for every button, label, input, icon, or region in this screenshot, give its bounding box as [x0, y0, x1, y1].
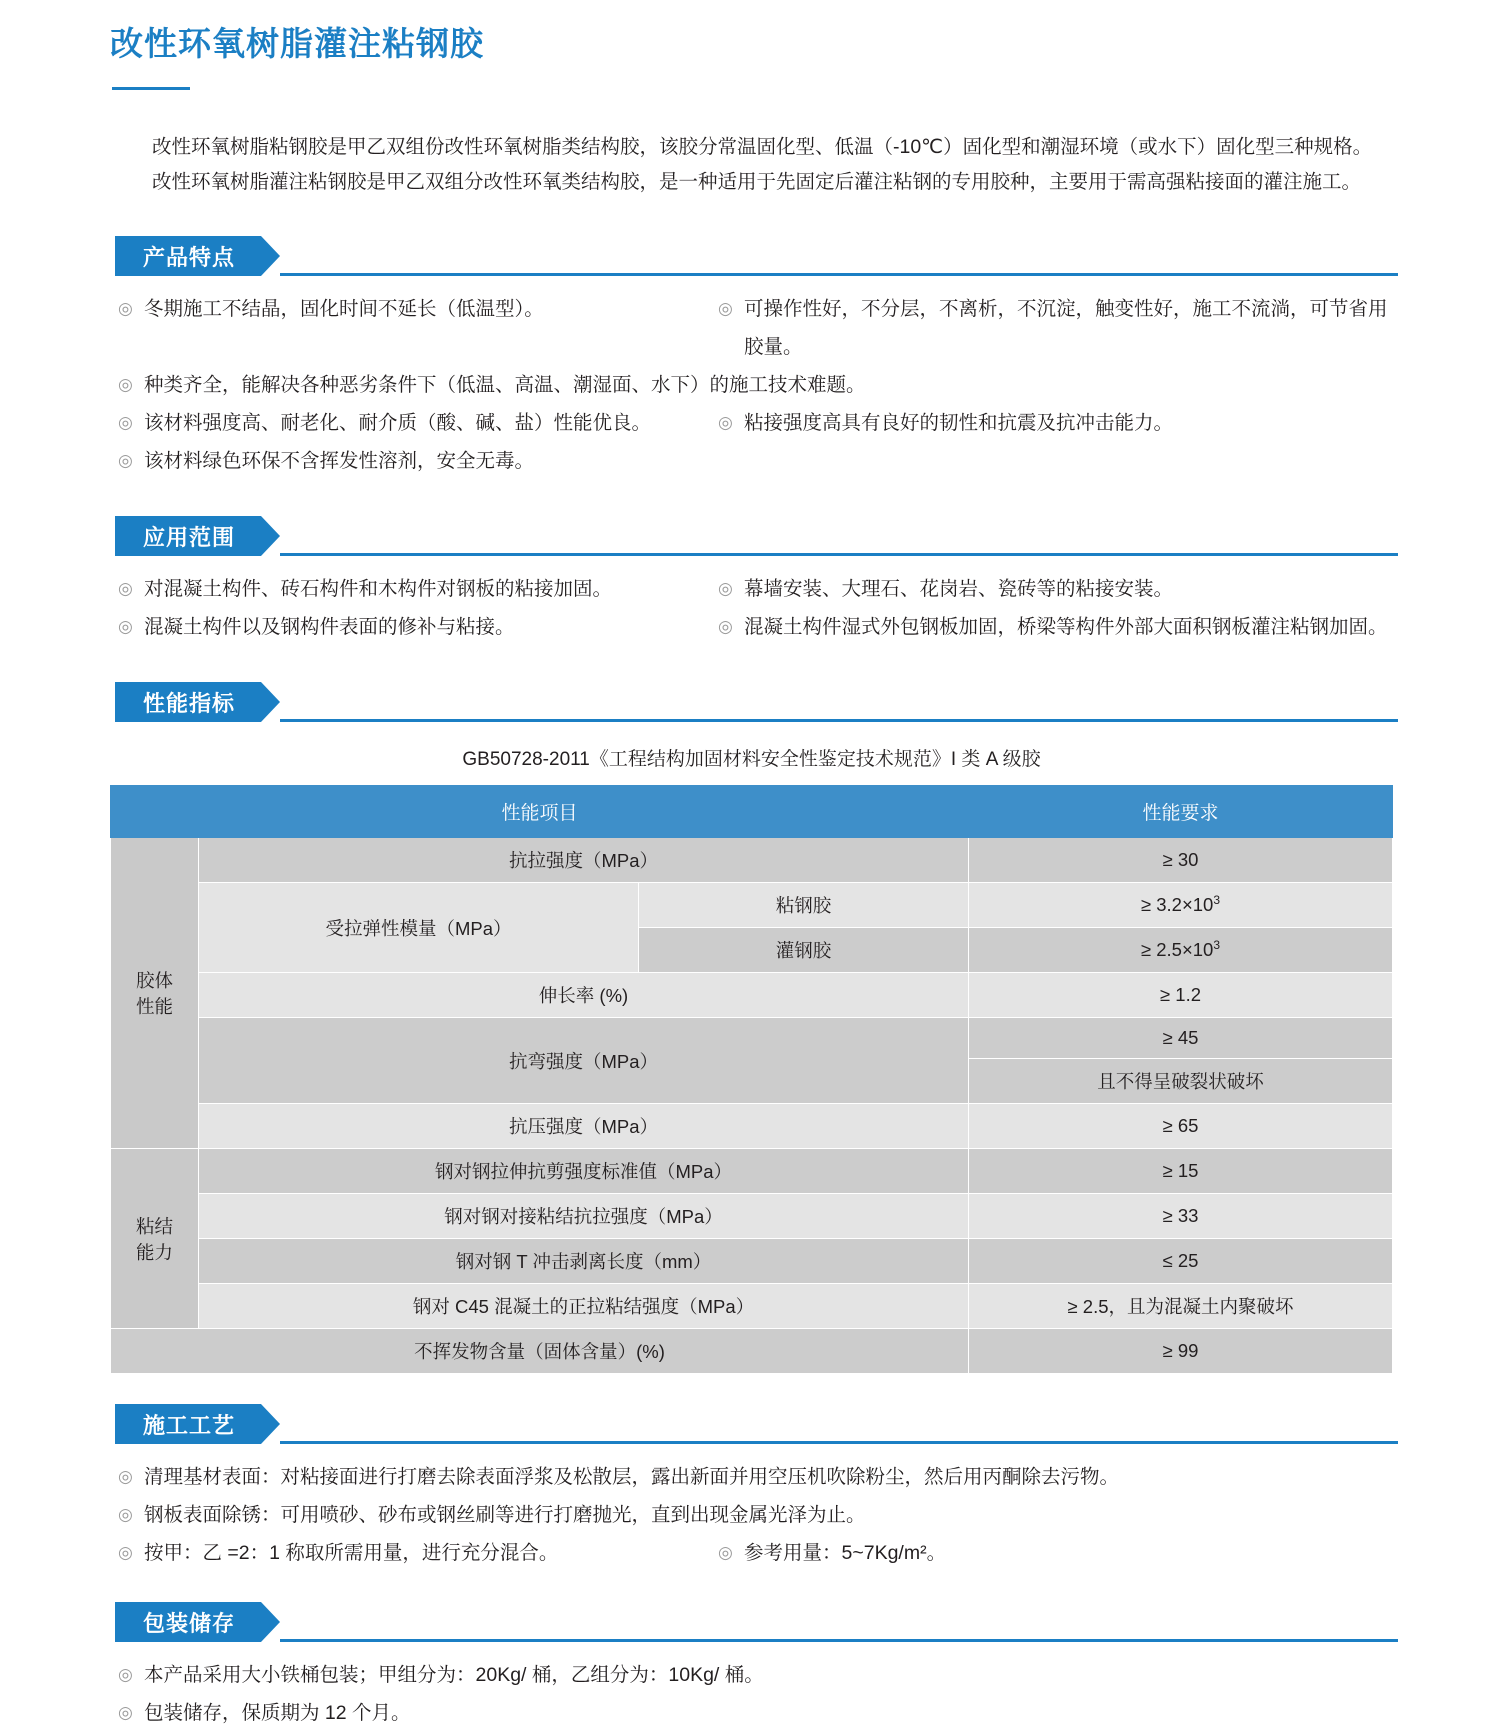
row-subitem: 灌钢胶 — [639, 928, 969, 973]
feature-text: 该材料强度高、耐老化、耐介质（酸、碱、盐）性能优良。 — [144, 412, 652, 434]
list-item — [118, 290, 1393, 366]
bullet-icon: ◎ — [118, 1703, 133, 1722]
list-item — [118, 1694, 1393, 1732]
section-rule — [280, 719, 1398, 722]
table-row — [111, 883, 1393, 928]
row-value — [969, 928, 1393, 973]
table-header-row — [111, 786, 1393, 838]
feature-item — [718, 290, 1393, 366]
bullet-icon: ◎ — [118, 1467, 133, 1486]
bullet-icon: ◎ — [118, 1505, 133, 1524]
row-value: ≥ 1.2 — [969, 973, 1393, 1018]
row-value: 且不得呈破裂状破坏 — [969, 1059, 1393, 1104]
table-row — [111, 1018, 1393, 1059]
row-value-text: ≥ 3.2×10 — [1140, 894, 1214, 916]
list-item — [118, 1496, 1393, 1534]
section-header-application — [115, 516, 1398, 556]
feature-text: 该材料绿色环保不含挥发性溶剂，安全无毒。 — [144, 450, 535, 472]
table-row — [111, 1239, 1393, 1284]
bullet-icon: ◎ — [118, 299, 133, 318]
performance-table — [110, 785, 1393, 1374]
process-text: 清理基材表面：对粘接面进行打磨去除表面浮浆及松散层，露出新面并用空压机吹除粉尘，然后用丙酮除去污物。 — [144, 1466, 1120, 1488]
table-row — [111, 838, 1393, 883]
row-subitem: 粘钢胶 — [639, 883, 969, 928]
feature-item — [118, 366, 1393, 404]
row-value-text: ≥ 2.5×10 — [1140, 939, 1214, 961]
row-value — [969, 883, 1393, 928]
bullet-icon: ◎ — [718, 299, 733, 318]
row-value: ≥ 99 — [969, 1329, 1393, 1374]
page-title: 改性环氧树脂灌注粘钢胶 — [110, 25, 484, 62]
row-value-exponent: 3 — [1213, 893, 1221, 908]
bullet-icon: ◎ — [718, 413, 733, 432]
list-item — [118, 570, 1393, 608]
application-item — [718, 570, 1393, 608]
list-item — [118, 608, 1393, 646]
bullet-icon: ◎ — [118, 617, 133, 636]
group-label-bond: 粘结 能力 — [111, 1149, 199, 1329]
row-value: ≥ 33 — [969, 1194, 1393, 1239]
bullet-icon: ◎ — [118, 413, 133, 432]
section-title-packaging: 包装储存 — [115, 1602, 261, 1642]
bullet-icon: ◎ — [118, 1665, 133, 1684]
row-item: 钢对钢拉伸抗剪强度标准值（MPa） — [199, 1149, 969, 1194]
row-item: 钢对 C45 混凝土的正拉粘结强度（MPa） — [199, 1284, 969, 1329]
column-header-requirement: 性能要求 — [969, 786, 1393, 838]
process-list — [110, 1458, 1393, 1572]
section-title-performance: 性能指标 — [115, 682, 261, 722]
section-header-features — [115, 236, 1398, 276]
process-item — [118, 1496, 1393, 1534]
table-row — [111, 1149, 1393, 1194]
row-item: 钢对钢 T 冲击剥离长度（mm） — [199, 1239, 969, 1284]
row-item: 抗拉强度（MPa） — [199, 838, 969, 883]
packaging-item — [118, 1656, 1393, 1694]
packaging-item — [118, 1694, 1393, 1732]
bullet-icon: ◎ — [718, 617, 733, 636]
table-caption: GB50728-2011《工程结构加固材料安全性鉴定技术规范》I 类 A 级胶 — [462, 749, 1041, 770]
feature-text: 种类齐全，能解决各种恶劣条件下（低温、高温、潮湿面、水下）的施工技术难题。 — [144, 374, 866, 396]
application-text: 混凝土构件湿式外包钢板加固，桥梁等构件外部大面积钢板灌注粘钢加固。 — [744, 616, 1388, 638]
row-value: ≥ 45 — [969, 1018, 1393, 1059]
section-rule — [280, 1441, 1398, 1444]
section-header-packaging — [115, 1602, 1398, 1642]
bullet-icon: ◎ — [118, 579, 133, 598]
row-value-exponent: 3 — [1213, 938, 1221, 953]
section-title-process: 施工工艺 — [115, 1404, 261, 1444]
row-item: 不挥发物含量（固体含量）(%) — [111, 1329, 969, 1374]
application-item — [718, 608, 1393, 646]
packaging-list — [110, 1656, 1393, 1732]
bullet-icon: ◎ — [118, 375, 133, 394]
intro-line-1: 改性环氧树脂粘钢胶是甲乙双组份改性环氧树脂类结构胶，该胶分常温固化型、低温（-10℃）固化型和潮湿环境（或水下）固化型三种规格。 — [152, 136, 1373, 158]
feature-text: 冬期施工不结晶，固化时间不延长（低温型）。 — [144, 298, 544, 320]
bullet-icon: ◎ — [118, 1543, 133, 1562]
feature-item — [718, 404, 1393, 442]
row-value: ≥ 15 — [969, 1149, 1393, 1194]
bullet-icon: ◎ — [718, 579, 733, 598]
table-row — [111, 1329, 1393, 1374]
list-item — [118, 442, 1393, 480]
table-row — [111, 1104, 1393, 1149]
intro-paragraphs — [110, 130, 1393, 200]
row-value: ≥ 65 — [969, 1104, 1393, 1149]
row-item: 钢对钢对接粘结抗拉强度（MPa） — [199, 1194, 969, 1239]
bullet-icon: ◎ — [718, 1543, 733, 1562]
packaging-text: 包装储存，保质期为 12 个月。 — [144, 1702, 411, 1724]
column-header-item: 性能项目 — [111, 786, 969, 838]
row-item: 抗弯强度（MPa） — [199, 1018, 969, 1104]
list-item — [118, 366, 1393, 404]
list-item — [118, 1458, 1393, 1496]
feature-item — [118, 442, 1393, 480]
row-item: 抗压强度（MPa） — [199, 1104, 969, 1149]
list-item — [118, 1534, 1393, 1572]
process-text: 参考用量：5~7Kg/m²。 — [744, 1542, 947, 1564]
feature-text: 可操作性好，不分层，不离析，不沉淀，触变性好，施工不流淌，可节省用胶量。 — [744, 298, 1388, 358]
packaging-text: 本产品采用大小铁桶包装；甲组分为：20Kg/ 桶，乙组分为：10Kg/ 桶。 — [144, 1664, 764, 1686]
section-rule — [280, 273, 1398, 276]
row-item: 伸长率 (%) — [199, 973, 969, 1018]
row-value: ≥ 30 — [969, 838, 1393, 883]
intro-line-2: 改性环氧树脂灌注粘钢胶是甲乙双组分改性环氧类结构胶，是一种适用于先固定后灌注粘钢的专用胶种，主要用于需高强粘接面的灌注施工。 — [152, 171, 1362, 193]
table-row — [111, 1194, 1393, 1239]
row-value: ≥ 2.5，且为混凝土内聚破坏 — [969, 1284, 1393, 1329]
process-text: 按甲：乙 =2：1 称取所需用量，进行充分混合。 — [144, 1542, 559, 1564]
features-list — [110, 290, 1393, 480]
application-item — [118, 608, 718, 646]
process-item — [118, 1458, 1393, 1496]
group-label-body: 胶体 性能 — [111, 838, 199, 1149]
section-header-performance — [115, 682, 1398, 722]
row-value: ≤ 25 — [969, 1239, 1393, 1284]
application-text: 幕墙安装、大理石、花岗岩、瓷砖等的粘接安装。 — [744, 578, 1174, 600]
application-text: 对混凝土构件、砖石构件和木构件对钢板的粘接加固。 — [144, 578, 613, 600]
feature-text: 粘接强度高具有良好的韧性和抗震及抗冲击能力。 — [744, 412, 1174, 434]
section-title-features: 产品特点 — [115, 236, 261, 276]
bullet-icon: ◎ — [118, 451, 133, 470]
row-item: 受拉弹性模量（MPa） — [199, 883, 639, 973]
section-title-application: 应用范围 — [115, 516, 261, 556]
feature-item — [118, 290, 718, 366]
application-item — [118, 570, 718, 608]
section-rule — [280, 1639, 1398, 1642]
process-text: 钢板表面除锈：可用喷砂、砂布或钢丝刷等进行打磨抛光，直到出现金属光泽为止。 — [144, 1504, 866, 1526]
table-row — [111, 1284, 1393, 1329]
feature-item — [118, 404, 718, 442]
application-list — [110, 570, 1393, 646]
section-rule — [280, 553, 1398, 556]
section-header-process — [115, 1404, 1398, 1444]
application-text: 混凝土构件以及钢构件表面的修补与粘接。 — [144, 616, 515, 638]
process-item — [718, 1534, 1393, 1572]
list-item — [118, 1656, 1393, 1694]
list-item — [118, 404, 1393, 442]
title-underline — [112, 87, 190, 90]
table-row — [111, 973, 1393, 1018]
process-item — [118, 1534, 718, 1572]
